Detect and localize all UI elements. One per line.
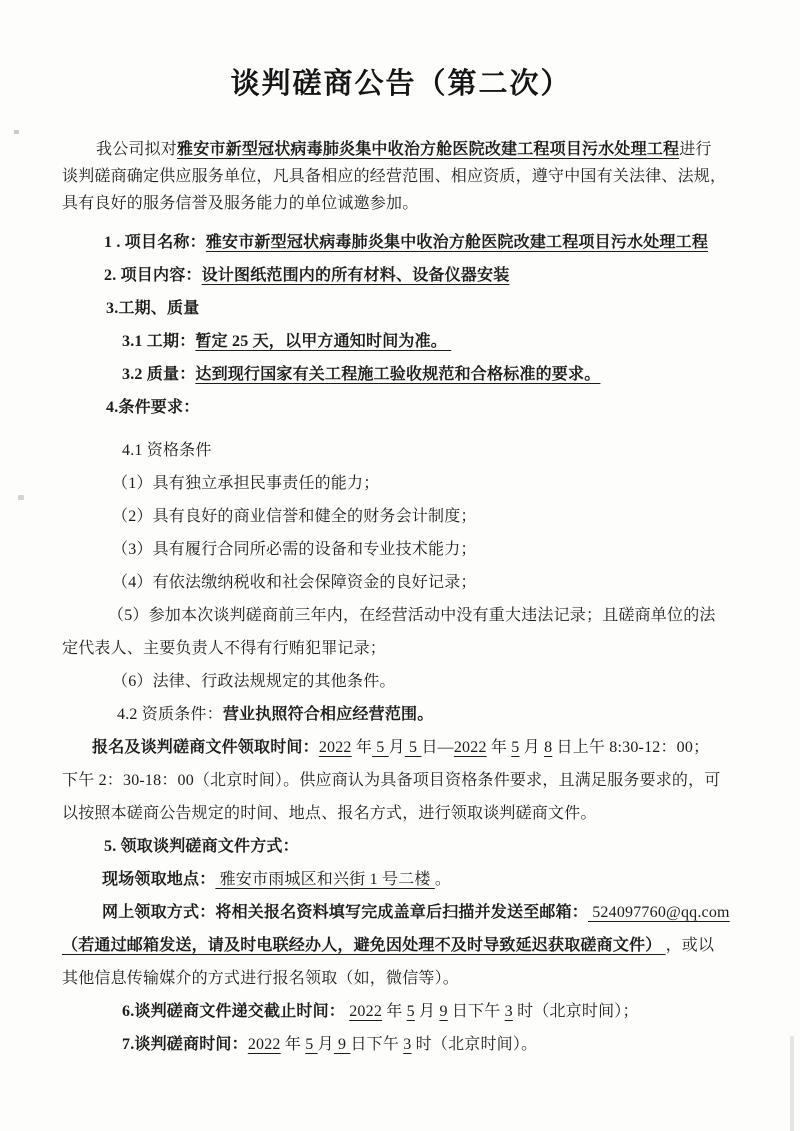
text-segment: 6.谈判磋商文件递交截止时间： [122, 1003, 346, 1020]
doc-line [62, 863, 740, 896]
text-segment: （3）具有履行合同所必需的设备和专业技术能力； [112, 541, 477, 558]
document-body [62, 136, 740, 1061]
doc-line [62, 632, 740, 665]
text-segment: （1）具有独立承担民事责任的能力； [112, 475, 380, 492]
text-segment: 8 [544, 739, 553, 756]
doc-line [62, 292, 740, 325]
text-segment: 7.谈判磋商时间： [122, 1036, 248, 1053]
doc-line [62, 731, 740, 764]
text-segment: 定代表人、主要负责人不得有行贿犯罪记录； [62, 640, 387, 657]
doc-line [62, 259, 740, 292]
text-segment: 下午 2：30-18：00（北京时间）。供应商认为具备项目资格条件要求，且满足服务要求的，可 [62, 772, 721, 789]
text-segment: 1 . 项目名称： [104, 234, 206, 251]
text-segment: （4）有依法缴纳税收和社会保障资金的良好记录； [112, 574, 477, 591]
text-segment: 5. 领取谈判磋商文件方式： [104, 838, 299, 855]
text-segment: 4.2 资质条件： [117, 706, 223, 723]
text-segment: 雅安市新型冠状病毒肺炎集中收治方舱医院改建工程项目污水处理工程 [205, 234, 709, 251]
text-segment: （5）参加本次谈判磋商前三年内，在经营活动中没有重大违法记录；且磋商单位的法 [108, 607, 716, 624]
text-segment: 我公司拟对 [96, 141, 178, 158]
text-segment: 其他信息传输媒介的方式进行报名领取（如，微信等）。 [62, 970, 460, 987]
text-segment: 4.1 资格条件 [122, 442, 212, 459]
text-segment: 年 [486, 739, 512, 756]
doc-line [62, 500, 740, 533]
text-segment: 达到现行国家有关工程施工验收规范和合格标准的要求。 [195, 366, 601, 383]
text-segment: 2022 [453, 739, 487, 756]
text-segment: 9 [439, 1003, 448, 1020]
text-segment: 日下午 [350, 1036, 404, 1053]
text-segment: 日上午 8:30-12：00； [552, 739, 710, 756]
text-segment: 雅安市新型冠状病毒肺炎集中收治方舱医院改建工程项目污水处理工程 [177, 141, 680, 158]
doc-line [62, 391, 740, 424]
text-segment: 9 [333, 1036, 351, 1053]
text-segment: 2022 [349, 1003, 383, 1020]
doc-line [62, 1028, 740, 1061]
doc-line [62, 358, 740, 391]
text-segment: 暂定 25 天，以甲方通知时间为准。 [195, 333, 452, 350]
text-segment: 月 [388, 739, 405, 756]
text-segment: 月 [317, 1036, 334, 1053]
doc-line [62, 665, 740, 698]
text-segment: 将相关报名资料填写完成盖章后扫描并发送至邮箱： [215, 904, 589, 921]
text-segment: 3.1 工期： [122, 333, 196, 350]
doc-line [62, 566, 740, 599]
text-segment: 现场领取地点： [102, 871, 216, 888]
doc-line [62, 797, 740, 830]
doc-line [62, 896, 740, 929]
text-segment: 网上领取方式： [102, 904, 216, 921]
text-segment: 5 [372, 739, 389, 756]
scan-edge-shadow [790, 1036, 794, 1131]
doc-line [62, 698, 740, 731]
text-segment: 年 [351, 739, 373, 756]
text-segment: 5 [511, 739, 520, 756]
text-segment: 报名及谈判磋商文件领取时间： [92, 739, 319, 756]
text-segment: 日— [421, 739, 454, 756]
doc-line [62, 325, 740, 358]
text-segment: （若通过邮箱发送，请及时电联经办人，避免因处理不及时导致延迟获取磋商文件） [62, 937, 666, 954]
text-segment: 进行 [679, 141, 712, 158]
text-segment: （6）法律、行政法规规定的其他条件。 [112, 673, 396, 690]
doc-line [62, 830, 740, 863]
text-segment: 3 [504, 1003, 513, 1020]
document-title: 谈判磋商公告（第二次） [230, 68, 572, 100]
text-segment: 雅安市雨城区和兴街 1 号二楼 [215, 871, 435, 888]
doc-line [62, 467, 740, 500]
text-segment: ，或以 [665, 937, 715, 954]
text-segment: 3.2 质量： [122, 366, 196, 383]
text-segment: 2022 [318, 739, 352, 756]
doc-line [62, 533, 740, 566]
text-segment: 5 [404, 739, 422, 756]
text-segment: 2022 [247, 1036, 281, 1053]
text-segment: 营业执照符合相应经营范围。 [222, 706, 434, 723]
text-segment: 5 [305, 1036, 318, 1053]
text-segment: 月 [414, 1003, 440, 1020]
text-segment: 时（北京时间）。 [411, 1036, 538, 1053]
text-segment: 以按照本磋商公告规定的时间、地点、报名方式，进行领取谈判磋商文件。 [62, 805, 597, 822]
doc-line [62, 599, 740, 632]
text-segment: 5 [406, 1003, 415, 1020]
text-segment: 3 [403, 1036, 412, 1053]
text-segment: 。 [434, 871, 452, 888]
text-segment: 日下午 [447, 1003, 505, 1020]
text-segment: 2. 项目内容： [104, 267, 202, 284]
doc-line [62, 962, 740, 995]
scan-artifact-speck [18, 495, 24, 500]
text-segment: 年 [382, 1003, 407, 1020]
text-segment: 时（北京时间）； [512, 1003, 639, 1020]
text-segment: 谈判磋商确定供应服务单位，凡具备相应的经营范围、相应资质，遵守中国有关法律、法规， [62, 168, 727, 185]
doc-line [62, 190, 740, 217]
text-segment: 4.条件要求： [106, 399, 200, 416]
doc-line [62, 163, 740, 190]
doc-line [62, 434, 740, 467]
doc-line [62, 136, 740, 163]
doc-line [62, 764, 740, 797]
text-segment: 年 [280, 1036, 306, 1053]
doc-line [62, 995, 740, 1028]
scan-artifact-speck [14, 130, 19, 134]
text-segment: 月 [519, 739, 545, 756]
text-segment: 具有良好的服务信誉及服务能力的单位诚邀参加。 [62, 195, 419, 212]
doc-line [62, 226, 740, 259]
text-segment: （2）具有良好的商业信誉和健全的财务会计制度； [112, 508, 477, 525]
email-address: 524097760@qq.com [588, 904, 730, 921]
text-segment: 3.工期、质量 [106, 300, 200, 317]
text-segment: 设计图纸范围内的所有材料、设备仪器安装 [201, 267, 510, 284]
doc-line [62, 929, 740, 962]
